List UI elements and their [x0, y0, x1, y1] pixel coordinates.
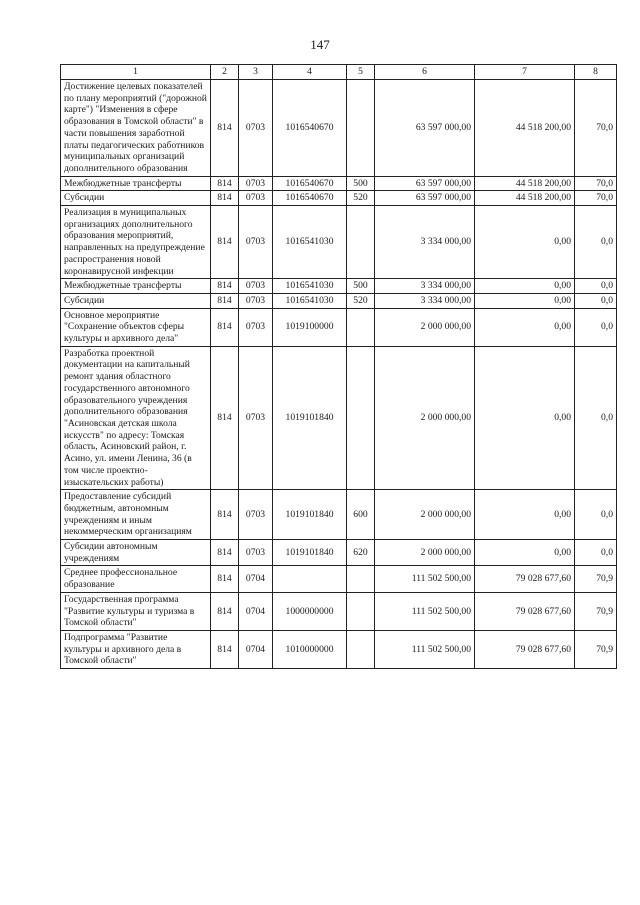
column-header: 7: [475, 65, 575, 80]
row-code: 814: [211, 630, 239, 668]
row-percent: 0,0: [575, 346, 617, 489]
row-section: 0703: [239, 191, 273, 206]
row-target: 1016541030: [273, 293, 347, 308]
table-body: [61, 80, 617, 669]
row-type: [347, 206, 375, 279]
row-name: Предоставление субсидий бюджетным, автономным учреждениям и иным некоммерческим организациям: [61, 490, 211, 540]
row-type: [347, 80, 375, 177]
row-planned: 63 597 000,00: [375, 191, 475, 206]
row-type: 520: [347, 191, 375, 206]
row-type: [347, 630, 375, 668]
row-code: 814: [211, 592, 239, 630]
row-code: 814: [211, 80, 239, 177]
row-name: Разработка проектной документации на капитальный ремонт здания областного государственного автономного образовательного учреждения дополнительного образования "Асиновская детская школа искусств" по адресу: Томская область, Асиновский район, г. Асино, ул. имени Ленина, 36 (в том числе проектно-изыскательских работы): [61, 346, 211, 489]
row-type: [347, 566, 375, 592]
row-percent: 70,0: [575, 176, 617, 191]
table-row: [61, 308, 617, 346]
table-row: [61, 592, 617, 630]
column-header: 5: [347, 65, 375, 80]
row-code: 814: [211, 346, 239, 489]
row-section: 0703: [239, 293, 273, 308]
row-executed: 79 028 677,60: [475, 630, 575, 668]
row-target: 1019100000: [273, 308, 347, 346]
row-percent: 0,0: [575, 540, 617, 566]
row-executed: 0,00: [475, 293, 575, 308]
row-planned: 63 597 000,00: [375, 176, 475, 191]
row-target: 1019101840: [273, 490, 347, 540]
row-planned: 3 334 000,00: [375, 279, 475, 294]
row-type: 500: [347, 279, 375, 294]
row-name: Субсидии автономным учреждениям: [61, 540, 211, 566]
row-planned: 111 502 500,00: [375, 566, 475, 592]
column-header: 1: [61, 65, 211, 80]
row-target: 1019101840: [273, 540, 347, 566]
row-code: 814: [211, 308, 239, 346]
row-section: 0703: [239, 540, 273, 566]
row-name: Основное мероприятие "Сохранение объектов сферы культуры и архивного дела": [61, 308, 211, 346]
row-code: 814: [211, 566, 239, 592]
row-executed: 0,00: [475, 346, 575, 489]
row-target: 1016540670: [273, 191, 347, 206]
row-planned: 2 000 000,00: [375, 308, 475, 346]
row-target: 1016540670: [273, 176, 347, 191]
table-row: [61, 279, 617, 294]
row-name: Реализация в муниципальных организациях дополнительного образования мероприятий, направленных на предупреждение распространения новой коронавирусной инфекции: [61, 206, 211, 279]
row-planned: 2 000 000,00: [375, 346, 475, 489]
row-percent: 0,0: [575, 308, 617, 346]
column-header: 6: [375, 65, 475, 80]
row-name: Субсидии: [61, 191, 211, 206]
row-planned: 111 502 500,00: [375, 630, 475, 668]
table-row: [61, 176, 617, 191]
row-section: 0703: [239, 346, 273, 489]
row-type: 500: [347, 176, 375, 191]
row-percent: 70,0: [575, 191, 617, 206]
table-row: [61, 346, 617, 489]
row-code: 814: [211, 540, 239, 566]
row-section: 0703: [239, 176, 273, 191]
row-planned: 3 334 000,00: [375, 293, 475, 308]
row-percent: 0,0: [575, 490, 617, 540]
row-executed: 44 518 200,00: [475, 80, 575, 177]
column-header: 4: [273, 65, 347, 80]
row-code: 814: [211, 191, 239, 206]
row-target: 1019101840: [273, 346, 347, 489]
row-type: [347, 308, 375, 346]
row-target: [273, 566, 347, 592]
row-type: [347, 592, 375, 630]
row-section: 0703: [239, 490, 273, 540]
row-planned: 63 597 000,00: [375, 80, 475, 177]
row-target: 1000000000: [273, 592, 347, 630]
table-row: [61, 540, 617, 566]
row-code: 814: [211, 279, 239, 294]
table-row: [61, 490, 617, 540]
table-row: [61, 206, 617, 279]
row-section: 0704: [239, 630, 273, 668]
row-type: 620: [347, 540, 375, 566]
row-planned: 111 502 500,00: [375, 592, 475, 630]
row-name: Государственная программа "Развитие культуры и туризма в Томской области": [61, 592, 211, 630]
table-row: [61, 630, 617, 668]
budget-table: [60, 64, 617, 669]
row-target: 1010000000: [273, 630, 347, 668]
column-header: 2: [211, 65, 239, 80]
row-planned: 3 334 000,00: [375, 206, 475, 279]
row-name: Межбюджетные трансферты: [61, 279, 211, 294]
row-percent: 70,9: [575, 566, 617, 592]
row-code: 814: [211, 293, 239, 308]
row-code: 814: [211, 206, 239, 279]
table-row: [61, 293, 617, 308]
row-executed: 0,00: [475, 540, 575, 566]
table-row: [61, 566, 617, 592]
row-executed: 0,00: [475, 279, 575, 294]
row-name: Межбюджетные трансферты: [61, 176, 211, 191]
row-planned: 2 000 000,00: [375, 540, 475, 566]
row-section: 0703: [239, 308, 273, 346]
row-section: 0704: [239, 592, 273, 630]
column-header: 8: [575, 65, 617, 80]
row-percent: 70,9: [575, 630, 617, 668]
table-row: [61, 191, 617, 206]
row-executed: 44 518 200,00: [475, 176, 575, 191]
table-row: [61, 80, 617, 177]
row-code: 814: [211, 176, 239, 191]
row-executed: 44 518 200,00: [475, 191, 575, 206]
row-executed: 0,00: [475, 206, 575, 279]
row-executed: 0,00: [475, 308, 575, 346]
row-section: 0703: [239, 206, 273, 279]
row-name: Субсидии: [61, 293, 211, 308]
row-section: 0703: [239, 80, 273, 177]
row-type: 520: [347, 293, 375, 308]
row-percent: 0,0: [575, 206, 617, 279]
column-header: 3: [239, 65, 273, 80]
row-executed: 0,00: [475, 490, 575, 540]
row-percent: 70,9: [575, 592, 617, 630]
row-type: [347, 346, 375, 489]
row-name: Достижение целевых показателей по плану мероприятий ("дорожной карте") "Изменения в сфере образования в Томской области" в части повышения заработной платы педагогических работников муниципальных организаций дополнительного образования: [61, 80, 211, 177]
row-executed: 79 028 677,60: [475, 566, 575, 592]
row-name: Среднее профессиональное образование: [61, 566, 211, 592]
row-section: 0704: [239, 566, 273, 592]
header-row: [61, 65, 617, 80]
row-target: 1016541030: [273, 206, 347, 279]
row-type: 600: [347, 490, 375, 540]
row-target: 1016541030: [273, 279, 347, 294]
row-name: Подпрограмма "Развитие культуры и архивного дела в Томской области": [61, 630, 211, 668]
row-executed: 79 028 677,60: [475, 592, 575, 630]
page-number: 147: [310, 37, 330, 52]
row-code: 814: [211, 490, 239, 540]
row-percent: 0,0: [575, 279, 617, 294]
row-percent: 70,0: [575, 80, 617, 177]
row-section: 0703: [239, 279, 273, 294]
row-target: 1016540670: [273, 80, 347, 177]
row-planned: 2 000 000,00: [375, 490, 475, 540]
row-percent: 0,0: [575, 293, 617, 308]
